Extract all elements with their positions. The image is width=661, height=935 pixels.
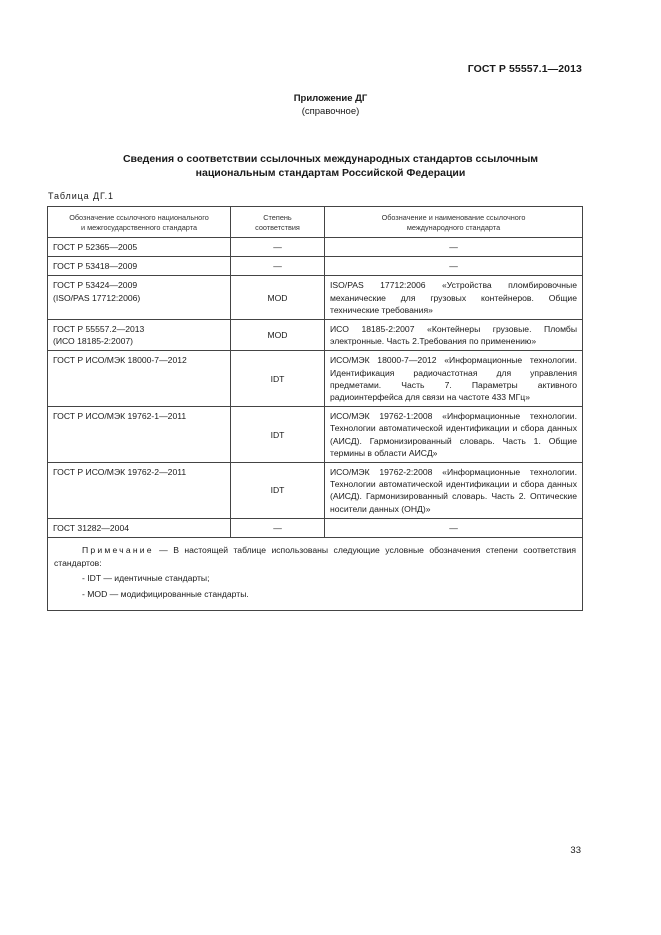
cell-international-standard: ИСО 18185-2:2007 «Контейнеры грузовые. Пломбы электронные. Часть 2.Требования по применению» [325,320,583,351]
table-row [48,407,583,463]
standard-equivalent: (ИСО 18185-2:2007) [53,336,134,347]
table-note-row [48,538,583,611]
cell-national-standard [48,257,231,276]
cell-degree: IDT [231,407,325,463]
standard-code: ГОСТ Р 53418—2009 [53,261,138,272]
cell-international-standard: — [325,238,583,257]
appendix-subtitle: (справочное) [301,106,360,117]
table-row [48,463,583,519]
table-row [48,257,583,276]
table-caption: Таблица ДГ.1 [48,191,114,201]
cell-degree: — [231,518,325,537]
standard-code: ГОСТ Р ИСО/МЭК 19762-2—2011 [53,467,187,478]
cell-international-standard: ИСО/МЭК 19762-2:2008 «Информационные технологии. Технологии автоматической идентификации и сбора данных (АИСД). Гармонизированный словарь. Часть 2. Оптические носители данных (ОНД)» [325,463,583,519]
note-text: — В настоящей таблице использованы следующие условные обозначения степени соответствия стандартов: [54,545,576,568]
cell-national-standard [48,463,231,519]
cell-national-standard [48,407,231,463]
section-title-line1: Сведения о соответствии ссылочных международных стандартов ссылочным [122,153,539,165]
cell-international-standard: ISO/PAS 17712:2006 «Устройства пломбировочные механические для грузовых контейнеров. Общие технические требования» [325,276,583,320]
header-degree-line1: Степень [263,212,292,222]
cell-degree: IDT [231,351,325,407]
standard-code: ГОСТ Р 52365—2005 [53,242,138,252]
table-row [48,238,583,257]
cell-international-standard: — [325,257,583,276]
note-paragraph [54,544,576,569]
table-row [48,320,583,351]
header-degree-line2: соответствия [255,222,300,232]
table-header-row [48,207,583,238]
header-international-standard-line2: международного стандарта [406,222,501,232]
table-row [48,518,583,537]
standard-code: ГОСТ Р ИСО/МЭК 19762-1—2011 [53,411,187,422]
standard-code: ГОСТ Р ИСО/МЭК 18000-7—2012 [53,355,187,366]
cell-international-standard: — [325,518,583,537]
cell-national-standard [48,351,231,407]
standard-code: ГОСТ Р 55557.2—2013 [53,324,145,335]
section-title [0,152,661,180]
cell-national-standard [48,276,231,320]
header-degree [231,207,325,238]
appendix-heading [0,92,661,118]
section-title-line2: национальным стандартам Российской Федерации [195,167,466,179]
cell-national-standard [48,518,231,537]
standards-table [47,206,583,611]
cell-international-standard: ИСО/МЭК 18000-7—2012 «Информационные технологии. Идентификация радиочастотная для управления предметами. Часть 7. Параметры активного радиоинтерфейса для связи на частоте 433 МГц» [325,351,583,407]
standard-code: ГОСТ Р 53424—2009 [53,280,138,291]
cell-degree: IDT [231,463,325,519]
note-label: Примечание [82,545,154,556]
cell-international-standard: ИСО/МЭК 19762-1:2008 «Информационные технологии. Технологии автоматической идентификации и сбора данных (АИСД). Гармонизированный словарь. Часть 1. Общие термины в области АИСД» [325,407,583,463]
page-number: 33 [570,845,581,856]
document-code: ГОСТ Р 55557.1—2013 [467,63,582,75]
standard-code: ГОСТ 31282—2004 [53,522,130,533]
cell-degree: — [231,238,325,257]
appendix-title: Приложение ДГ [293,93,368,104]
note-item-mod: - MOD — модифицированные стандарты. [82,588,249,599]
header-national-standard-line2: и межгосударственного стандарта [80,222,198,232]
table-note [48,538,583,611]
cell-degree: MOD [231,320,325,351]
cell-national-standard [48,320,231,351]
cell-degree: MOD [231,276,325,320]
table-row [48,276,583,320]
header-national-standard-line1: Обозначение ссылочного национального [69,212,209,222]
cell-degree: — [231,257,325,276]
table-row [48,351,583,407]
note-item-idt: - IDT — идентичные стандарты; [82,573,210,584]
cell-national-standard [48,238,231,257]
header-international-standard-line1: Обозначение и наименование ссылочного [381,212,526,222]
header-international-standard [325,207,583,238]
header-national-standard [48,207,231,238]
standard-equivalent: (ISO/PAS 17712:2006) [53,292,141,303]
